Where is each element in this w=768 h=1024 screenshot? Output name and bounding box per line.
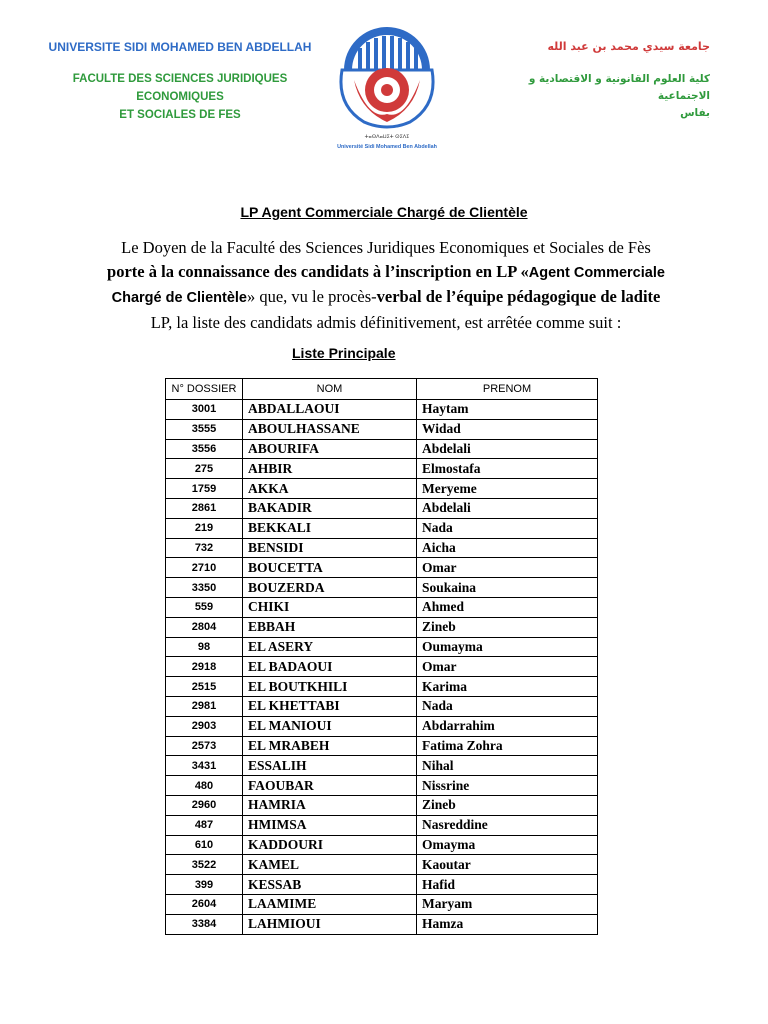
cell-nom: EBBAH bbox=[243, 617, 417, 637]
cell-prenom: Omar bbox=[417, 657, 598, 677]
faculty-name-fr-line1: FACULTE DES SCIENCES JURIDIQUES ECONOMIQUES bbox=[72, 73, 288, 103]
table-header-row bbox=[166, 379, 598, 400]
svg-text:ⵜⴰⵙⴷⴰⵡⵉⵜ ⵙⵉⴷⵉ: ⵜⴰⵙⴷⴰⵡⵉⵜ ⵙⵉⴷⵉ bbox=[364, 134, 410, 140]
cell-prenom: Maryam bbox=[417, 894, 598, 914]
cell-dossier: 219 bbox=[166, 518, 243, 538]
table-row bbox=[166, 756, 598, 776]
cell-dossier: 1759 bbox=[166, 479, 243, 499]
cell-nom: KESSAB bbox=[243, 875, 417, 895]
cell-prenom: Oumayma bbox=[417, 637, 598, 657]
cell-nom: EL KHETTABI bbox=[243, 696, 417, 716]
cell-nom: LAAMIME bbox=[243, 894, 417, 914]
table-row bbox=[166, 815, 598, 835]
cell-prenom: Nihal bbox=[417, 756, 598, 776]
cell-dossier: 3350 bbox=[166, 578, 243, 598]
cell-prenom: Omar bbox=[417, 558, 598, 578]
column-header-nom: NOM bbox=[243, 379, 417, 400]
table-row bbox=[166, 914, 598, 934]
cell-nom: AKKA bbox=[243, 479, 417, 499]
cell-dossier: 3522 bbox=[166, 855, 243, 875]
cell-dossier: 3384 bbox=[166, 914, 243, 934]
table-row bbox=[166, 875, 598, 895]
cell-prenom: Aicha bbox=[417, 538, 598, 558]
cell-prenom: Nada bbox=[417, 696, 598, 716]
cell-dossier: 275 bbox=[166, 459, 243, 479]
cell-dossier: 2918 bbox=[166, 657, 243, 677]
table-row bbox=[166, 479, 598, 499]
cell-nom: ABOURIFA bbox=[243, 439, 417, 459]
cell-prenom: Nasreddine bbox=[417, 815, 598, 835]
cell-prenom: Abdelali bbox=[417, 498, 598, 518]
cell-dossier: 2861 bbox=[166, 498, 243, 518]
cell-dossier: 2960 bbox=[166, 795, 243, 815]
cell-nom: ABOULHASSANE bbox=[243, 419, 417, 439]
cell-nom: BOUCETTA bbox=[243, 558, 417, 578]
table-row bbox=[166, 439, 598, 459]
cell-prenom: Elmostafa bbox=[417, 459, 598, 479]
para-text-5: » que, vu le procès- bbox=[246, 287, 377, 306]
cell-nom: CHIKI bbox=[243, 597, 417, 617]
table-row bbox=[166, 736, 598, 756]
cell-nom: EL BADAOUI bbox=[243, 657, 417, 677]
faculty-name-fr-line2: ET SOCIALES DE FES bbox=[119, 109, 241, 121]
cell-dossier: 98 bbox=[166, 637, 243, 657]
cell-nom: BENSIDI bbox=[243, 538, 417, 558]
cell-nom: FAOUBAR bbox=[243, 776, 417, 796]
cell-dossier: 480 bbox=[166, 776, 243, 796]
cell-nom: HMIMSA bbox=[243, 815, 417, 835]
cell-nom: HAMRIA bbox=[243, 795, 417, 815]
cell-prenom: Omayma bbox=[417, 835, 598, 855]
cell-prenom: Abdelali bbox=[417, 439, 598, 459]
cell-dossier: 399 bbox=[166, 875, 243, 895]
university-name-fr: UNIVERSITE SIDI MOHAMED BEN ABDELLAH bbox=[48, 40, 312, 54]
header-left bbox=[30, 40, 330, 124]
cell-nom: ESSALIH bbox=[243, 756, 417, 776]
para-text-7: LP, la liste des candidats admis définitivement, est arrêtée comme suit : bbox=[150, 312, 622, 332]
cell-nom: EL MANIOUI bbox=[243, 716, 417, 736]
cell-dossier: 2515 bbox=[166, 677, 243, 697]
cell-prenom: Nissrine bbox=[417, 776, 598, 796]
cell-nom: LAHMIOUI bbox=[243, 914, 417, 934]
table-row bbox=[166, 855, 598, 875]
faculty-name-ar-line1: كلية العلوم القانونية و الاقتصادية و الاجتماعية bbox=[528, 73, 710, 102]
cell-prenom: Hamza bbox=[417, 914, 598, 934]
cell-dossier: 3001 bbox=[166, 400, 243, 420]
column-header-dossier: N° DOSSIER bbox=[166, 379, 243, 400]
list-subtitle: Liste Principale bbox=[292, 345, 396, 361]
cell-dossier: 2804 bbox=[166, 617, 243, 637]
university-logo bbox=[334, 10, 440, 152]
university-name-ar: جامعة سيدي محمد بن عبد الله bbox=[547, 40, 710, 53]
table-row bbox=[166, 578, 598, 598]
table-row bbox=[166, 558, 598, 578]
cell-dossier: 3555 bbox=[166, 419, 243, 439]
table-row bbox=[166, 617, 598, 637]
table-row bbox=[166, 400, 598, 420]
cell-dossier: 487 bbox=[166, 815, 243, 835]
cell-prenom: Zineb bbox=[417, 617, 598, 637]
cell-prenom: Fatima Zohra bbox=[417, 736, 598, 756]
cell-dossier: 559 bbox=[166, 597, 243, 617]
faculty-name-ar-line2: بفاس bbox=[680, 107, 710, 119]
table-row bbox=[166, 894, 598, 914]
logo-caption: Université Sidi Mohamed Ben Abdellah bbox=[337, 144, 437, 150]
cell-prenom: Meryeme bbox=[417, 479, 598, 499]
table-row bbox=[166, 459, 598, 479]
cell-nom: EL MRABEH bbox=[243, 736, 417, 756]
column-header-prenom: PRENOM bbox=[417, 379, 598, 400]
table-row bbox=[166, 677, 598, 697]
cell-dossier: 732 bbox=[166, 538, 243, 558]
cell-prenom: Ahmed bbox=[417, 597, 598, 617]
table-row bbox=[166, 498, 598, 518]
cell-nom: BOUZERDA bbox=[243, 578, 417, 598]
cell-dossier: 2903 bbox=[166, 716, 243, 736]
table-row bbox=[166, 657, 598, 677]
faculty-name-fr bbox=[30, 70, 330, 124]
table-row bbox=[166, 696, 598, 716]
cell-nom: BAKADIR bbox=[243, 498, 417, 518]
cell-dossier: 2981 bbox=[166, 696, 243, 716]
cell-nom: EL ASERY bbox=[243, 637, 417, 657]
cell-prenom: Abdarrahim bbox=[417, 716, 598, 736]
cell-prenom: Zineb bbox=[417, 795, 598, 815]
cell-prenom: Soukaina bbox=[417, 578, 598, 598]
cell-nom: KAMEL bbox=[243, 855, 417, 875]
table-row bbox=[166, 637, 598, 657]
table-row bbox=[166, 597, 598, 617]
cell-dossier: 2710 bbox=[166, 558, 243, 578]
table-row bbox=[166, 776, 598, 796]
cell-nom: ABDALLAOUI bbox=[243, 400, 417, 420]
cell-prenom: Nada bbox=[417, 518, 598, 538]
cell-nom: BEKKALI bbox=[243, 518, 417, 538]
cell-nom: EL BOUTKHILI bbox=[243, 677, 417, 697]
para-text-6: verbal de l’équipe pédagogique de ladite bbox=[376, 287, 661, 306]
para-text-2: porte à la connaissance des candidats à l’inscription en LP « bbox=[107, 261, 529, 281]
faculty-name-ar bbox=[480, 71, 710, 122]
table-row bbox=[166, 518, 598, 538]
para-text-1: Le Doyen de la Faculté des Sciences Juridiques Economiques et Sociales de Fès bbox=[121, 238, 651, 257]
program-name-1: Agent Commerciale bbox=[528, 264, 665, 281]
document-title: LP Agent Commerciale Chargé de Clientèle bbox=[240, 204, 528, 220]
table-row bbox=[166, 419, 598, 439]
cell-nom: AHBIR bbox=[243, 459, 417, 479]
candidates-table bbox=[165, 378, 598, 935]
table-row bbox=[166, 538, 598, 558]
program-name-2: Chargé de Clientèle bbox=[111, 290, 247, 306]
cell-prenom: Kaoutar bbox=[417, 855, 598, 875]
cell-dossier: 2604 bbox=[166, 894, 243, 914]
cell-dossier: 3431 bbox=[166, 756, 243, 776]
cell-dossier: 3556 bbox=[166, 439, 243, 459]
cell-dossier: 610 bbox=[166, 835, 243, 855]
cell-prenom: Haytam bbox=[417, 400, 598, 420]
table-row bbox=[166, 795, 598, 815]
cell-dossier: 2573 bbox=[166, 736, 243, 756]
header-right bbox=[480, 40, 710, 122]
table-row bbox=[166, 716, 598, 736]
table-row bbox=[166, 835, 598, 855]
announcement-paragraph bbox=[80, 236, 692, 334]
cell-nom: KADDOURI bbox=[243, 835, 417, 855]
cell-prenom: Karima bbox=[417, 677, 598, 697]
cell-prenom: Hafid bbox=[417, 875, 598, 895]
cell-prenom: Widad bbox=[417, 419, 598, 439]
